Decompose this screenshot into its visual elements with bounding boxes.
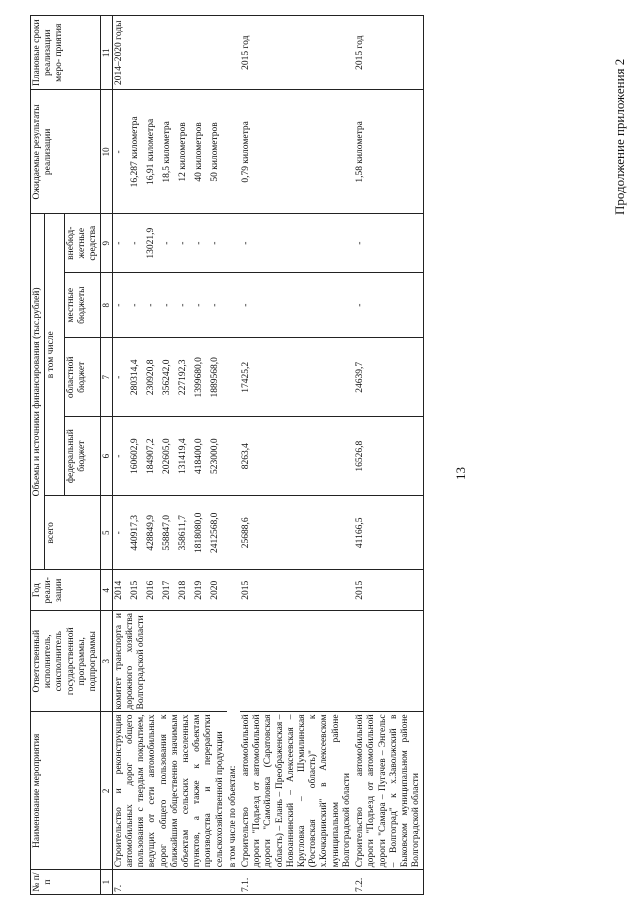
local-cell: - — [193, 303, 204, 307]
extra-cell: - — [113, 241, 124, 245]
extra-cell: - — [129, 241, 140, 245]
row-total — [112, 496, 227, 570]
year-cell: 2018 — [177, 580, 188, 600]
total-cell: - — [113, 531, 124, 535]
result-cell: 12 километров — [177, 122, 188, 182]
header-no: № п/п — [31, 870, 101, 895]
header-regional: областной бюджет — [64, 338, 101, 417]
header-year: Год реали- зации — [31, 570, 101, 611]
table-row — [354, 16, 424, 895]
row-executor — [354, 611, 424, 712]
funding-table — [30, 15, 424, 895]
row-total: 41166,5 — [354, 496, 424, 570]
local-cell: - — [177, 303, 188, 307]
federal-cell: - — [113, 454, 124, 458]
col-num: 1 — [101, 870, 113, 895]
row-results — [112, 90, 227, 214]
extra-cell: - — [209, 241, 220, 245]
result-cell: 16,287 километра — [129, 116, 140, 188]
column-number-row — [101, 16, 113, 895]
header-total: всего — [45, 496, 101, 570]
year-cell: 2020 — [209, 580, 220, 600]
row-no: 7.2. — [354, 870, 424, 895]
row-federal: 16526,8 — [354, 417, 424, 496]
page-number: 13 — [453, 467, 468, 480]
result-cell: 50 километров — [209, 122, 220, 182]
local-cell: - — [161, 303, 172, 307]
header-name: Наименование мероприятия — [31, 712, 101, 870]
result-cell: 18,5 километра — [161, 121, 172, 183]
federal-cell: 160602,9 — [129, 438, 140, 474]
table-row — [112, 16, 227, 895]
header-federal: федеральный бюджет — [64, 417, 101, 496]
result-cell: 16,91 километра — [145, 118, 156, 186]
local-cell: - — [129, 303, 140, 307]
row-deadline: 2015 год — [354, 16, 424, 90]
federal-cell: 131419,4 — [177, 438, 188, 474]
local-cell: - — [145, 303, 156, 307]
regional-cell: 227192,3 — [177, 359, 188, 396]
row-result: 1,58 километра — [354, 90, 424, 214]
col-num: 3 — [101, 611, 113, 712]
federal-cell: 418400,0 — [193, 438, 204, 474]
local-cell: - — [209, 303, 220, 307]
header-local: местные бюджеты — [64, 273, 101, 338]
row-year: 2015 — [240, 570, 354, 611]
col-num: 6 — [101, 417, 113, 496]
extra-cell: 13021,9 — [145, 227, 156, 259]
col-num: 8 — [101, 273, 113, 338]
header-deadlines: Плановые сроки реализации меро- приятия — [31, 16, 101, 90]
result-cell: - — [113, 150, 124, 154]
col-num: 9 — [101, 214, 113, 273]
row-local: - — [240, 273, 354, 338]
col-num: 11 — [101, 16, 113, 90]
header-extra: внебюд- жетные средства — [64, 214, 101, 273]
row-executor: комитет транспорта и дорожного хозяйства Волгоградской области — [112, 611, 227, 712]
row-no: 7.1. — [240, 870, 354, 895]
header-funding-group: Объемы и источники финансирования (тыс.рублей) — [31, 214, 45, 570]
row-deadline: 2014–2020 годы — [112, 16, 227, 90]
regional-cell: 230920,8 — [145, 359, 156, 396]
row-regional: 24639,7 — [354, 338, 424, 417]
row-local — [112, 273, 227, 338]
total-cell: 440917,3 — [129, 514, 140, 551]
table-row — [240, 16, 354, 895]
row-years — [112, 570, 227, 611]
row-no: 7. — [112, 870, 227, 895]
regional-cell: 356242,0 — [161, 359, 172, 396]
federal-cell: 523000,0 — [209, 438, 220, 474]
row-regional: 17425,2 — [240, 338, 354, 417]
regional-cell: 280314,4 — [129, 359, 140, 396]
row-total: 25688,6 — [240, 496, 354, 570]
total-cell: 358611,7 — [177, 515, 188, 551]
year-cell: 2014 — [113, 580, 124, 600]
header-executor: Ответственный исполнитель, соисполнитель государственной программы, подпрограммы — [31, 611, 101, 712]
note-row — [227, 16, 240, 895]
total-cell: 2412568,0 — [209, 512, 220, 553]
row-name: Строительство и реконструкция автомобильных дорог общего пользования с твердым покрытием, ведущих от сети автомобильных дорог общего пользования к ближайшим общественно значимым объектам сельских населенных пунктов, а также к объектам производства и переработки сельскохозяйственной продукции — [112, 712, 227, 870]
row-extra — [112, 214, 227, 273]
federal-cell: 202605,0 — [161, 438, 172, 474]
year-cell: 2019 — [193, 580, 204, 600]
row-executor — [240, 611, 354, 712]
row-federal: 8263,4 — [240, 417, 354, 496]
row-year: 2015 — [354, 570, 424, 611]
federal-cell: 184907,2 — [145, 438, 156, 474]
extra-cell: - — [177, 241, 188, 245]
row-regional — [112, 338, 227, 417]
header-results: Ожидаемые результаты реализации — [31, 90, 101, 214]
regional-cell: - — [113, 375, 124, 379]
result-cell: 40 километров — [193, 122, 204, 182]
extra-cell: - — [193, 241, 204, 245]
row-federal — [112, 417, 227, 496]
continuation-label: Продолжение приложения 2 — [612, 58, 627, 215]
row-result: 0,79 километра — [240, 90, 354, 214]
row-name: Строительство автомобильной дороги "Подъезд от автомобильной дороги "Самойловка (Саратовская область) – Елань – Преображенская – Новоаннинский – Алексеевская – Кругловка – Шумилинская (Ростовская область)" к х.Кочкарииский" в Алексеевском муниципальном районе Волгоградской области — [240, 712, 354, 870]
col-num: 10 — [101, 90, 113, 214]
row-deadline: 2015 год — [240, 16, 354, 90]
total-cell: 558847,0 — [161, 514, 172, 551]
row-extra: - — [354, 214, 424, 273]
header-incl: в том числе — [45, 214, 64, 496]
regional-cell: 1399680,0 — [193, 357, 204, 398]
row-local: - — [354, 273, 424, 338]
local-cell: - — [113, 303, 124, 307]
row-name: Строительство автомобильной дороги "Подъезд от автомобильной дороги "Самара – Пугачев – Энгельс – Волгоград" к х.Заволжский в Быковском муниципальном районе Волгоградской области — [354, 712, 424, 870]
total-cell: 428849,9 — [145, 514, 156, 551]
col-num: 4 — [101, 570, 113, 611]
extra-cell: - — [161, 241, 172, 245]
year-cell: 2016 — [145, 580, 156, 600]
col-num: 5 — [101, 496, 113, 570]
objects-note: в том числе по объектам: — [227, 611, 240, 870]
year-cell: 2017 — [161, 580, 172, 600]
col-num: 7 — [101, 338, 113, 417]
col-num: 2 — [101, 712, 113, 870]
regional-cell: 1889568,0 — [209, 357, 220, 398]
total-cell: 1818080,0 — [193, 512, 204, 553]
row-extra: - — [240, 214, 354, 273]
year-cell: 2015 — [129, 580, 140, 600]
